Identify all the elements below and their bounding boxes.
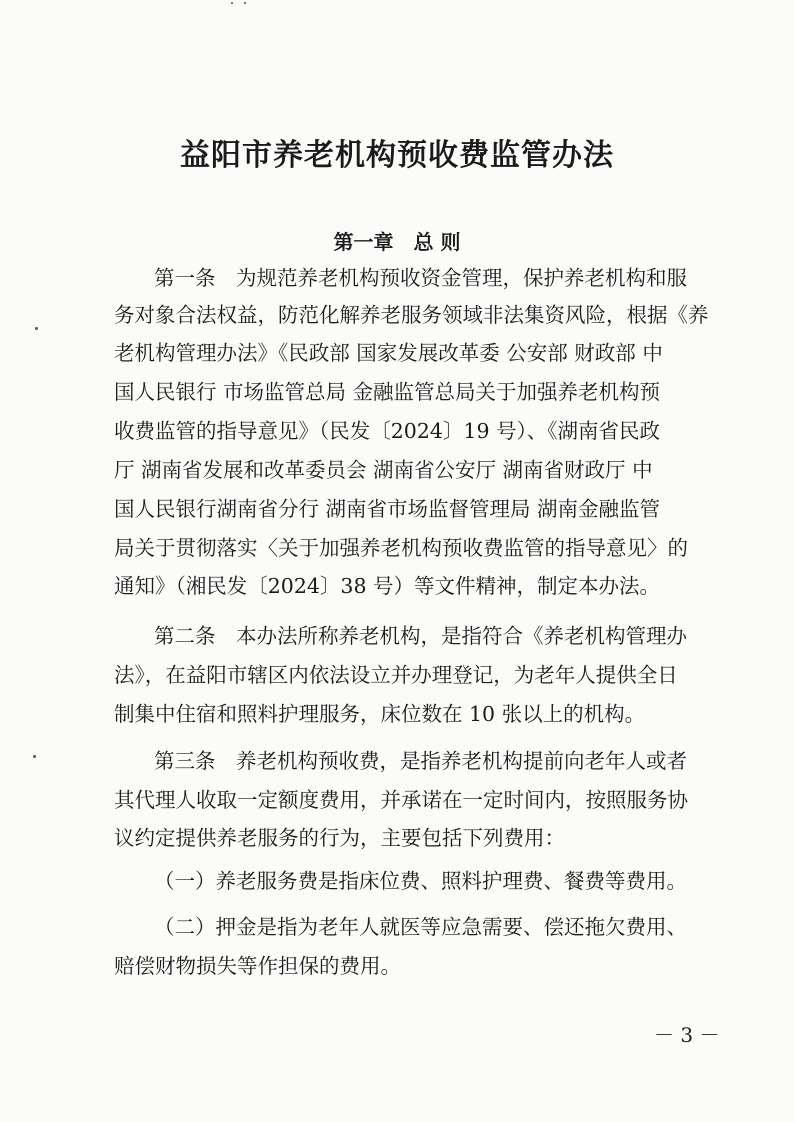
article-1-line-4: 国人民银行 市场监管总局 金融监管总局关于加强养老机构预 bbox=[114, 380, 661, 404]
article-3-line-1: 第三条 养老机构预收费，是指养老机构提前向老年人或者 bbox=[154, 749, 687, 773]
article-1-line-9: 通知》（湘民发〔2024〕38 号）等文件精神，制定本办法。 bbox=[114, 574, 661, 598]
article-1-line-1: 第一条 为规范养老机构预收资金管理，保护养老机构和服 bbox=[154, 266, 687, 290]
article-3-line-3: 议约定提供养老服务的行为，主要包括下列费用： bbox=[114, 826, 565, 850]
article-2-line-3: 制集中住宿和照料护理服务，床位数在 10 张以上的机构。 bbox=[114, 702, 646, 726]
scan-speck bbox=[244, 2, 246, 4]
document-title: 益阳市养老机构预收费监管办法 bbox=[180, 138, 614, 173]
chapter-heading: 第一章 总 则 bbox=[333, 230, 461, 254]
item-2-line-2: 赔偿财物损失等作担保的费用。 bbox=[114, 954, 401, 978]
article-1-line-2: 务对象合法权益，防范化解养老服务领域非法集资风险，根据《养 bbox=[114, 303, 709, 327]
article-2-line-1: 第二条 本办法所称养老机构，是指符合《养老机构管理办 bbox=[154, 624, 687, 648]
scan-speck bbox=[33, 755, 36, 758]
article-1-line-8: 局关于贯彻落实〈关于加强养老机构预收费监管的指导意见〉的 bbox=[114, 536, 688, 560]
article-3-line-2: 其代理人收取一定额度费用，并承诺在一定时间内，按照服务协 bbox=[114, 788, 688, 812]
scan-speck bbox=[35, 327, 38, 330]
item-2-line-1: （二）押金是指为老年人就医等应急需要、偿还拖欠费用、 bbox=[154, 915, 687, 939]
article-1-line-7: 国人民银行湖南省分行 湖南省市场监督管理局 湖南金融监管 bbox=[114, 497, 661, 521]
item-1-line: （一）养老服务费是指床位费、照料护理费、餐费等费用。 bbox=[154, 869, 687, 893]
article-1-line-5: 收费监管的指导意见》（民发〔2024〕19 号）、《湖南省民政 bbox=[114, 419, 661, 443]
page-number: － 3 － bbox=[654, 1023, 720, 1047]
article-1-line-6: 厅 湖南省发展和改革委员会 湖南省公安厅 湖南省财政厅 中 bbox=[114, 458, 653, 482]
article-1-line-3: 老机构管理办法》《民政部 国家发展改革委 公安部 财政部 中 bbox=[114, 341, 663, 365]
scan-speck bbox=[231, 2, 233, 4]
article-2-line-2: 法》，在益阳市辖区内依法设立并办理登记，为老年人提供全日 bbox=[114, 663, 678, 687]
